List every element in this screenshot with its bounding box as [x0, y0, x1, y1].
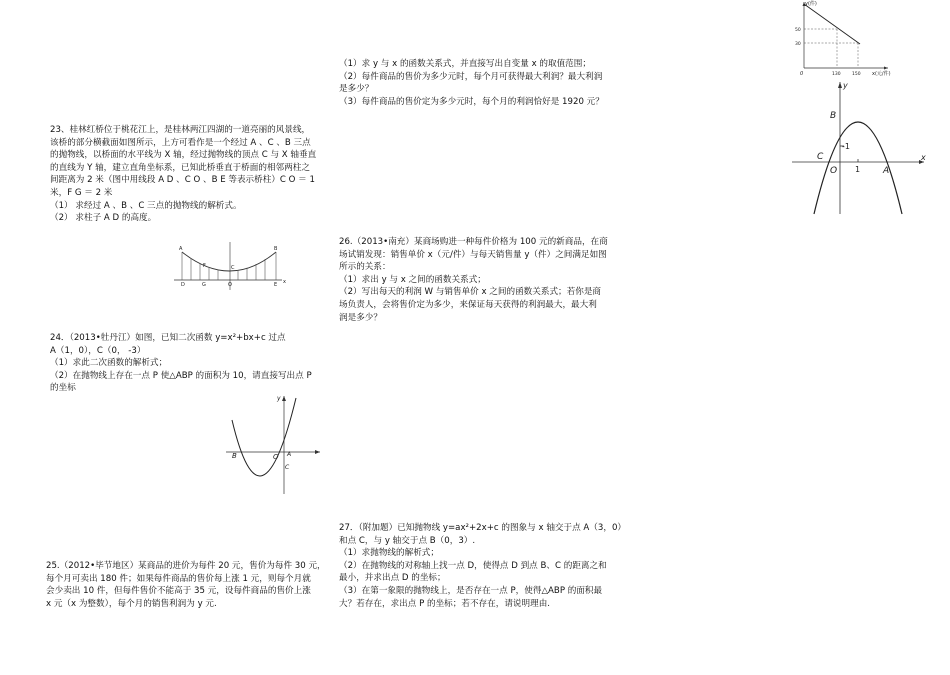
label-o: O	[273, 453, 279, 461]
label-y: y	[843, 81, 848, 90]
problem-24-line: A（1，0），C（0， -3）	[50, 345, 146, 356]
problem-26-line: （2）写出每天的利润 W 与销售单价 x 之间的函数关系式；若你是商	[339, 287, 602, 298]
sales-line	[804, 4, 860, 44]
question-line: （2）每件商品的售价为多少元时，每个月可获得最大利润？最大利润	[339, 71, 603, 82]
problem-23-line: 23、桂林红桥位于桃花江上，是桂林两江四湖的一道亮丽的风景线，	[50, 125, 311, 135]
x-tick-150: 150	[852, 72, 861, 77]
problem-26-line: 26.（2013•南充）某商场购进一种每件价格为 100 元的新商品，在商	[339, 237, 608, 247]
problem-26-line: 润是多少？	[339, 312, 382, 323]
problem-27-line: 27．（附加题）已知抛物线 y=ax²+2x+c 的图象与 x 轴交于点 A（3，0）	[339, 523, 627, 533]
x-tick-0: 0	[800, 71, 804, 77]
problem-23-line: （1） 求经过 A 、B 、C 三点的抛物线的解析式。	[50, 200, 242, 211]
problem-24-line: （2）在抛物线上存在一点 P 使△ABP 的面积为 10，请直接写出点 P	[50, 370, 312, 381]
question-line: （3）每件商品的售价定为多少元时，每个月的利润恰好是 1920 元？	[339, 96, 604, 107]
label-g: G	[202, 282, 206, 288]
label-a: A	[287, 451, 292, 458]
y-axis-label: y(件)	[805, 1, 817, 7]
problem-27-line: 大？若存在，求出点 P 的坐标；若不存在，请说明理由.	[339, 598, 551, 609]
label-b: B	[830, 111, 837, 121]
label-b: B	[274, 246, 278, 252]
problem-23-line: 的直线为 Y 轴，建立直角坐标系，已知此桥垂直于桥面的相邻两柱之	[50, 162, 310, 173]
label-d: D	[181, 282, 185, 288]
label-x: x	[283, 279, 286, 285]
label-x: x	[921, 153, 926, 162]
label-c: C	[231, 265, 235, 271]
problem-23-line: 米，F G ＝ 2 米	[50, 187, 113, 198]
question-line: （1）求 y 与 x 的函数关系式，并直接写出自变量 x 的取值范围；	[339, 59, 591, 69]
sales-line-graph	[790, 0, 898, 80]
problem-24	[50, 332, 312, 395]
problem-23-line: 间距离为 2 米（图中用线段 A D 、C O 、B E 等表示桥柱）C O ＝ 1	[50, 175, 315, 186]
label-o: O	[830, 166, 838, 176]
problem-26	[339, 236, 608, 324]
problem-26-line: 场负责人，会将售价定为多少，来保证每天获得的利润最大，最大利	[339, 299, 597, 310]
problem-26-line: （1）求出 y 与 x 之间的函数关系式；	[339, 274, 486, 285]
problem-25-line: x 元（x 为整数），每个月的销售利润为 y 元.	[46, 598, 217, 609]
problem-27-line: 和点 C，与 y 轴交于点 B（0，3）.	[339, 535, 476, 546]
y-tick-30: 30	[795, 42, 801, 47]
problem-26-line: 场试销发现：销售单价 x（元/件）与每天销售量 y（件）之间满足如图	[339, 249, 607, 260]
problem-27-line: （1）求抛物线的解析式；	[339, 548, 439, 559]
problem-23-line: （2） 求柱子 A D 的高度。	[50, 213, 157, 224]
x-axis-label: x(元/件)	[872, 71, 891, 77]
problem-27-line: （2）在抛物线的对称轴上找一点 D，使得点 D 到点 B、C 的距离之和	[339, 560, 607, 571]
x-tick-130: 130	[832, 72, 841, 77]
problem-26-line: 所示的关系：	[339, 262, 391, 273]
bridge-figure	[170, 240, 290, 292]
bridge-pillars	[182, 252, 276, 280]
problem-25-questions	[339, 58, 604, 108]
label-a: A	[179, 246, 183, 252]
y-tick-50: 50	[795, 28, 801, 33]
problem-25	[46, 560, 326, 610]
x-arrow	[315, 450, 320, 454]
label-o: O	[228, 282, 232, 288]
problem-25-line: 会少卖出 10 件，但每件售价不能高于 35 元，设每件商品的售价上涨	[46, 586, 311, 597]
label-1: 1	[855, 165, 861, 174]
label-e: E	[274, 282, 278, 288]
label-b: B	[232, 452, 237, 460]
problem-24-line: （1）求此二次函数的解析式；	[50, 358, 168, 369]
label-y: y	[277, 395, 281, 402]
x-arrow	[884, 67, 888, 70]
problem-27	[339, 522, 626, 610]
bridge-parabola	[182, 252, 276, 271]
problem-23	[50, 124, 316, 225]
problem-24-line: 24．（2013•牡丹江）如图，已知二次函数 y=x²+bx+c 过点	[50, 333, 286, 343]
question-line: 是多少？	[339, 84, 374, 95]
y-arrow	[838, 82, 842, 88]
quadratic-figure	[226, 392, 322, 496]
label-c: C	[817, 152, 824, 162]
problem-25-line: 25.（2012•毕节地区）某商品的进价为每件 20 元，售价为每件 30 元，	[46, 561, 326, 571]
parabola-graph	[790, 80, 930, 216]
problem-23-line: 该桥的部分横截面如图所示，上方可看作是一个经过 A 、C 、B 三点	[50, 137, 311, 148]
label-a: A	[883, 166, 890, 176]
label-c: C	[285, 464, 290, 471]
label-minus-1: -1	[842, 142, 850, 151]
problem-23-line: 的抛物线，以桥面的水平线为 X 轴，经过抛物线的顶点 C 与 X 轴垂直	[50, 150, 317, 161]
label-f: F	[203, 263, 206, 269]
y-arrow	[282, 396, 286, 401]
problem-27-line: 最小，并求出点 D 的坐标；	[339, 573, 446, 584]
problem-25-line: 每个月可卖出 180 件；如果每件商品的售价每上涨 1 元，则每个月就	[46, 573, 311, 584]
problem-24-line: 的坐标	[50, 383, 76, 394]
problem-27-line: （3）在第一象限的抛物线上，是否存在一点 P，使得△ABP 的面积最	[339, 585, 603, 596]
